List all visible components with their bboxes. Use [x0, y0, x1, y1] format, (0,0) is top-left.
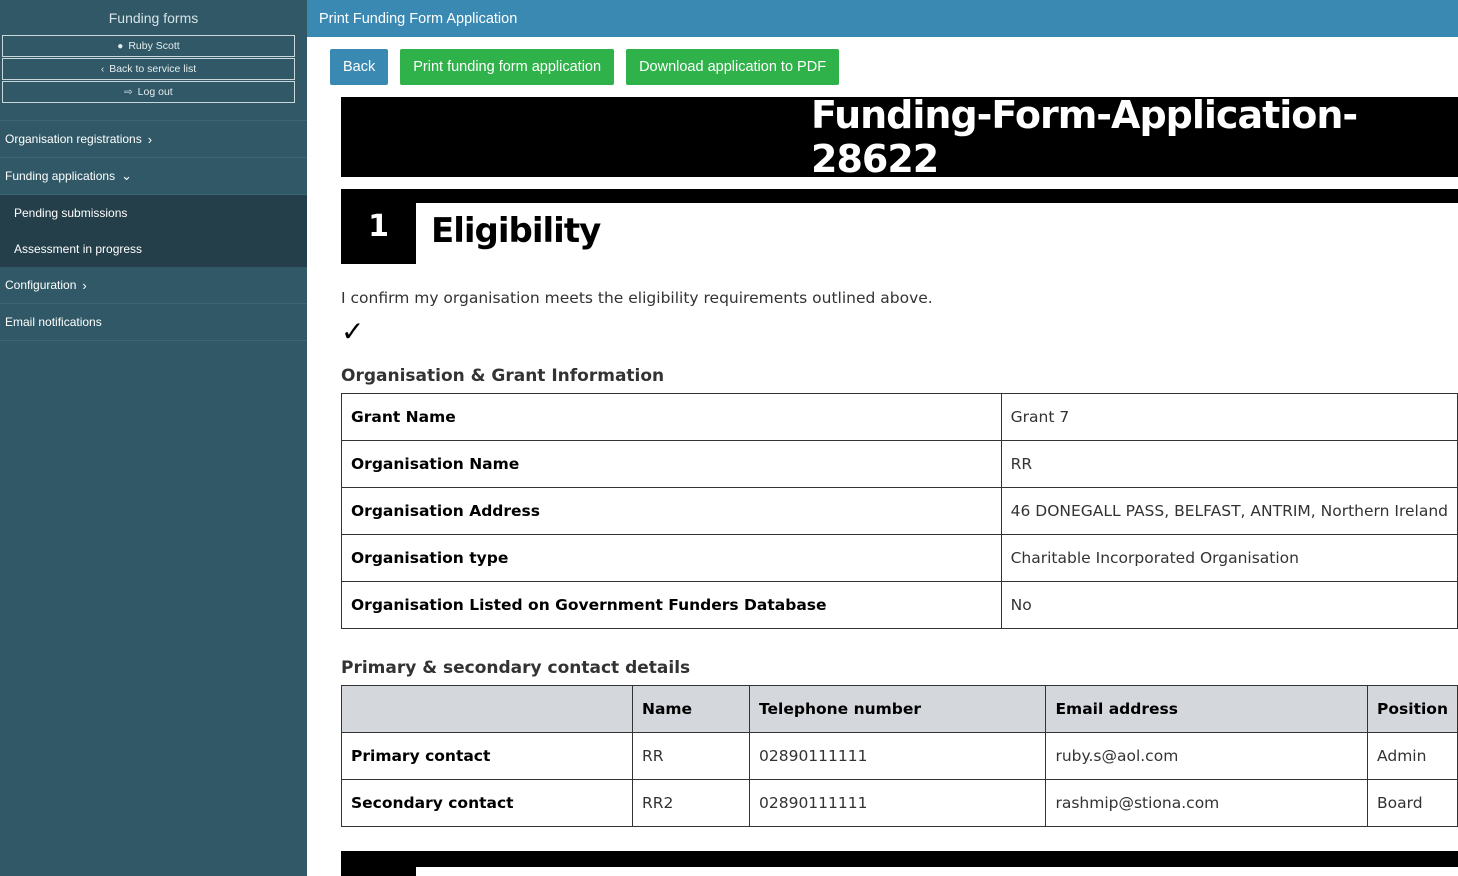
column-header: Name — [632, 686, 749, 733]
section-number: 1 — [341, 189, 416, 264]
eligibility-statement: I confirm my organisation meets the eligibility requirements outlined above. — [341, 289, 933, 307]
user-button[interactable] — [2, 35, 295, 57]
contact-position: Admin — [1368, 733, 1458, 780]
back-to-service-list-button[interactable] — [2, 58, 295, 80]
nav-organisation-registrations[interactable] — [0, 121, 307, 158]
back-button[interactable]: Back — [330, 49, 388, 85]
table-row — [342, 780, 1458, 827]
chevron-right-icon: › — [147, 131, 153, 147]
nav-email-notifications[interactable] — [0, 304, 307, 341]
section-title: Eligibility — [431, 211, 601, 251]
funding-applications-subnav — [0, 195, 307, 267]
download-pdf-button[interactable]: Download application to PDF — [626, 49, 839, 85]
action-bar — [330, 49, 839, 85]
nav-label: Pending submissions — [14, 206, 128, 220]
nav-label: Assessment in progress — [14, 242, 143, 256]
section-header — [341, 189, 1458, 264]
contacts-table — [341, 685, 1458, 827]
contact-phone: 02890111111 — [750, 733, 1046, 780]
field-value: No — [1001, 582, 1457, 629]
next-section-header — [341, 851, 1458, 876]
table-row — [342, 488, 1458, 535]
next-section-fill — [416, 867, 1458, 876]
contact-name: RR — [632, 733, 749, 780]
nav-pending-submissions[interactable] — [0, 195, 307, 231]
logout-icon: ⇨ — [124, 86, 133, 98]
table-row — [342, 582, 1458, 629]
page-title: Print Funding Form Application — [319, 10, 518, 27]
field-label: Organisation Address — [342, 488, 1002, 535]
contact-email: rashmip@stiona.com — [1046, 780, 1368, 827]
back-to-service-list-label: Back to service list — [109, 63, 197, 75]
table-header-row — [342, 686, 1458, 733]
nav-label: Configuration — [5, 278, 77, 292]
sidebar — [0, 0, 307, 876]
row-label: Secondary contact — [342, 780, 633, 827]
org-section-heading: Organisation & Grant Information — [341, 366, 665, 386]
field-value: RR — [1001, 441, 1457, 488]
column-header — [342, 686, 633, 733]
column-header: Email address — [1046, 686, 1368, 733]
print-button[interactable]: Print funding form application — [400, 49, 614, 85]
sidebar-divider — [0, 103, 307, 121]
table-row — [342, 441, 1458, 488]
application-document — [341, 93, 1458, 876]
field-value: Charitable Incorporated Organisation — [1001, 535, 1457, 582]
contact-position: Board — [1368, 780, 1458, 827]
field-label: Organisation Name — [342, 441, 1002, 488]
chevron-down-icon: ⌄ — [121, 168, 132, 183]
page-header — [307, 0, 1458, 37]
user-name: Ruby Scott — [128, 40, 180, 52]
sidebar-title: Funding forms — [108, 10, 199, 26]
logout-label: Log out — [137, 86, 173, 98]
table-row — [342, 535, 1458, 582]
chevron-left-icon: ‹ — [100, 63, 105, 75]
contact-email: ruby.s@aol.com — [1046, 733, 1368, 780]
nav-configuration[interactable] — [0, 267, 307, 304]
checkmark-icon: ✓ — [341, 315, 365, 348]
field-label: Organisation Listed on Government Funders Database — [342, 582, 1002, 629]
contact-name: RR2 — [632, 780, 749, 827]
field-value: Grant 7 — [1001, 394, 1457, 441]
row-label: Primary contact — [342, 733, 633, 780]
column-header: Telephone number — [750, 686, 1046, 733]
nav-label: Email notifications — [5, 315, 102, 329]
contact-phone: 02890111111 — [750, 780, 1046, 827]
nav-funding-applications[interactable] — [0, 158, 307, 195]
nav-label: Funding applications — [5, 169, 116, 183]
user-icon: ● — [117, 40, 124, 52]
field-label: Grant Name — [342, 394, 1002, 441]
nav-label: Organisation registrations — [5, 132, 142, 146]
nav-assessment-in-progress[interactable] — [0, 231, 307, 267]
section-rule — [341, 189, 1458, 203]
table-row — [342, 394, 1458, 441]
column-header: Position — [1368, 686, 1458, 733]
table-row — [342, 733, 1458, 780]
contact-section-heading: Primary & secondary contact details — [341, 658, 691, 678]
field-label: Organisation type — [342, 535, 1002, 582]
field-value: 46 DONEGALL PASS, BELFAST, ANTRIM, Northern Ireland — [1001, 488, 1457, 535]
document-title: Funding-Form-Application-28622 — [341, 97, 1458, 177]
organisation-table — [341, 393, 1458, 629]
logout-button[interactable] — [2, 81, 295, 103]
chevron-right-icon: › — [82, 277, 87, 293]
